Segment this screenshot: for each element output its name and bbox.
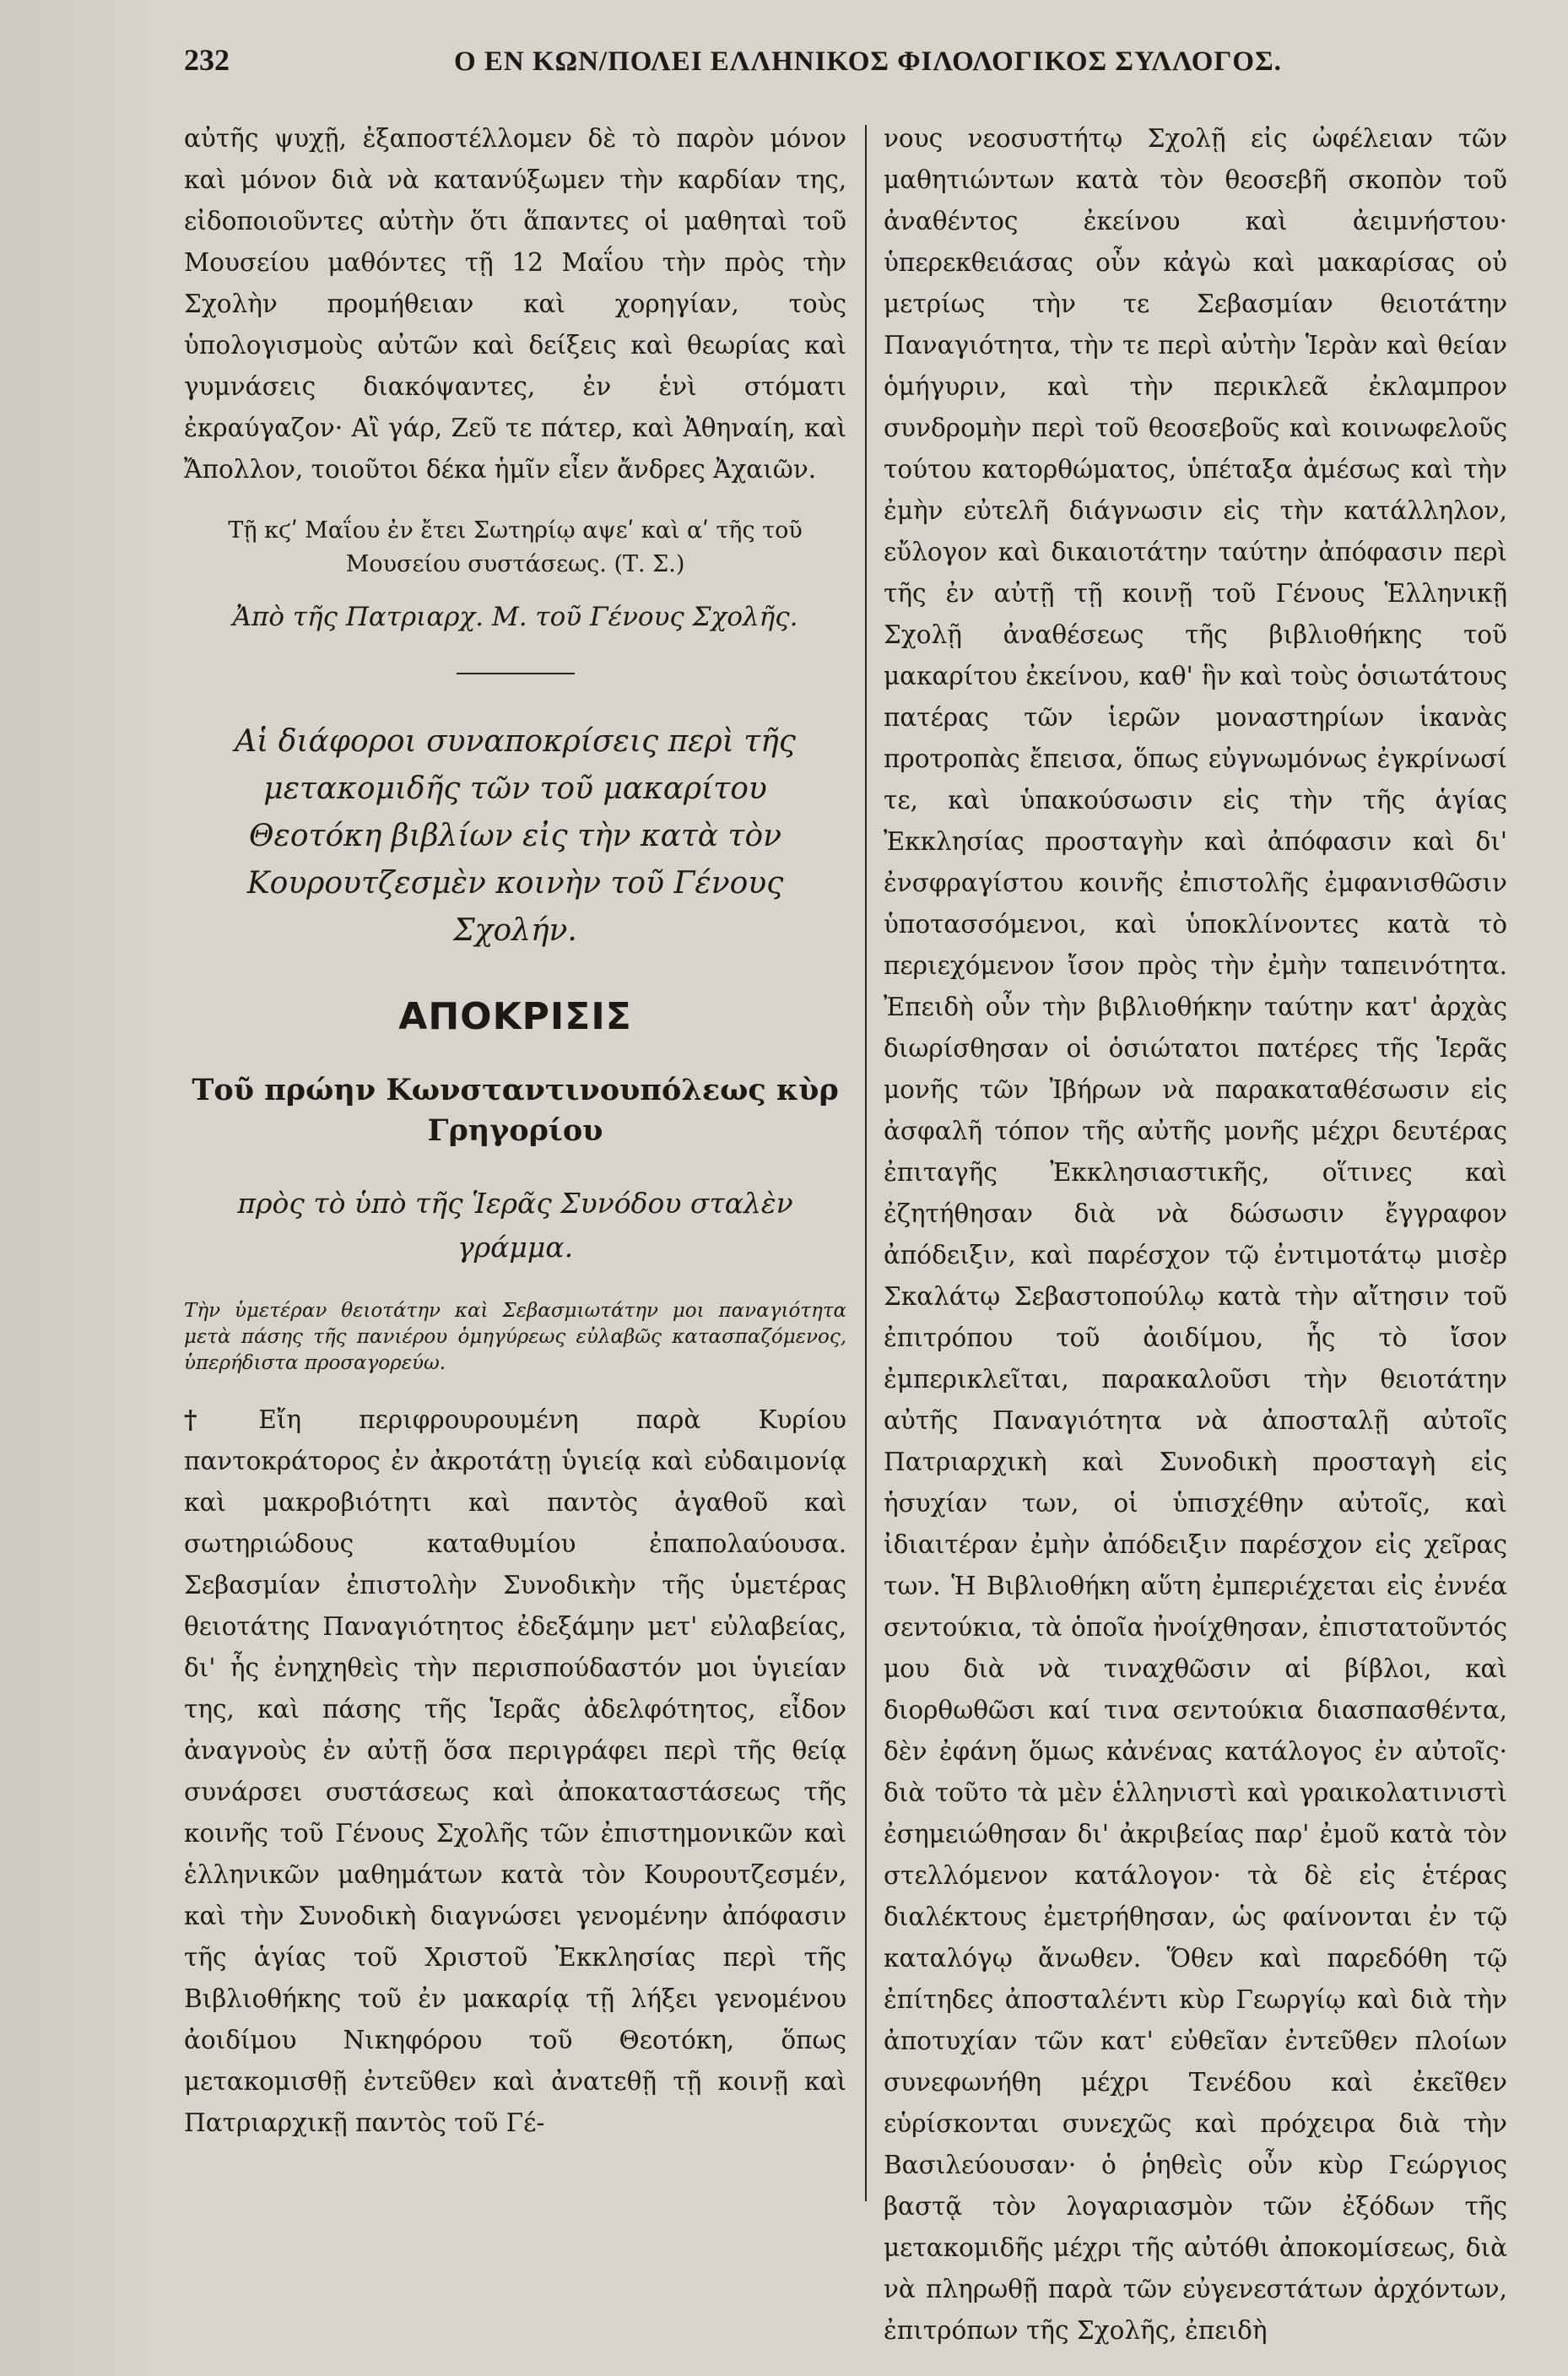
big-heading: ΑΠΟΚΡΙΣΙΣ xyxy=(398,995,632,1038)
letter-text: Εἴη περιφρουρουμένη παρὰ Κυρίου παντοκράτορος ἐν ἀκροτάτῃ ὑγιείᾳ καὶ εὐδαιμονίᾳ καὶ μακροβιότητι καὶ παντὸς ἀγαθοῦ καὶ σωτηριώδους καταθυμίου ἐπαπολαύουσα. Σεβασμίαν ἐπιστολὴν Συνοδικὴν τῆς ὑμετέρας θειοτάτης Παναγιότητος ἐδεξάμην μετ' εὐλαβείας, δι' ἧς ἐνηχηθεὶς τὴν περισπούδαστόν μοι ὑγιείαν της, καὶ πάσης τῆς Ἱερᾶς ἀδελφότητος, εἶδον ἀναγνοὺς ἐν αὐτῇ ὅσα περιγράφει περὶ τῆς θείᾳ συνάρσει συστάσεως καὶ ἀποκαταστάσεως τῆς κοινῆς τοῦ Γένους Σχολῆς τῶν ἐπιστημονικῶν καὶ ἑλληνικῶν μαθημάτων κατὰ τὸν Κουρουτζεσμέν, καὶ τὴν Συνοδικὴ διαγνώσει γενομένην ἀπόφασιν τῆς ἁγίας τοῦ Χριστοῦ Ἐκκλησίας περὶ τῆς Βιβλιοθήκης τοῦ ἐν μακαρίᾳ τῇ λήξει γενομένου ἀοιδίμου Νικηφόρου τοῦ Θεοτόκη, ὅπως μετακομισθῇ ἐντεῦθεν καὶ ἀνατεθῇ τῇ κοινῇ καὶ Πατριαρχικῇ παντὸς τοῦ Γέ- xyxy=(184,1405,847,2137)
bold-heading: Τοῦ πρώην Κωνσταντινουπόλεως κὺρ Γρηγορίου xyxy=(192,1073,839,1148)
section-title: Αἱ διάφοροι συναποκρίσεις περὶ τῆς μετακομιδῆς τῶν τοῦ μακαρίτου Θεοτόκη βιβλίων εἰς τὴν κατὰ τὸν Κουρουτζεσμὲν κοινὴν τοῦ Γένους Σχολήν. xyxy=(235,724,796,948)
running-head: Ο ΕΝ ΚΩΝ/ΠΟΛΕΙ ΕΛΛΗΝΙΚΟΣ ΦΙΛΟΛΟΓΙΚΟΣ ΣΥΛΛΟΓΟΣ. xyxy=(454,46,1282,77)
salutation: Τὴν ὑμετέραν θειοτάτην καὶ Σεβασμιωτάτην μοι παναγιότητα μετὰ πάσης τῆς πανιέρου ὁμηγύρεως εὐλαβῶς κατασπαζόμενος, ὑπερήδιστα προσαγορεύω. xyxy=(184,1300,847,1374)
letter-subhead: πρὸς τὸ ὑπὸ τῆς Ἱερᾶς Συνόδου σταλὲν γράμμα. xyxy=(237,1187,793,1264)
cross-icon: † xyxy=(184,1404,247,1434)
letter-paragraph xyxy=(184,1399,846,2144)
section-divider xyxy=(457,673,575,674)
right-column-text: νους νεοσυστήτῳ Σχολῇ εἰς ὠφέλειαν τῶν μαθητιώντων κατὰ τὸν θεοσεβῆ σκοπὸν τοῦ ἀναθέντος ἐκείνου καὶ ἀειμνήστου· ὑπερεκθειάσας οὖν κἀγὼ καὶ μακαρίσας οὐ μετρίως τὴν τε Σεβασμίαν θειοτάτην Παναγιότητα, τὴν τε περὶ αὐτὴν Ἱερὰν καὶ θείαν ὁμήγυριν, καὶ τὴν περικλεᾶ ἐκλαμπρον συνδρομὴν περὶ τοῦ θεοσεβοῦς καὶ κοινωφελοῦς τούτου κατορθώματος, ὑπέταξα ἀμέσως καὶ τὴν ἐμὴν εὐτελῆ διάγνωσιν εἰς τὴν κατάλληλον, εὔλογον καὶ δικαιοτάτην ταύτην ἀπόφασιν περὶ τῆς ἐν αὐτῇ τῇ κοινῇ τοῦ Γένους Ἑλληνικῇ Σχολῇ ἀναθέσεως τῆς βιβλιοθήκης τοῦ μακαρίτου ἐκείνου, καθ' ἣν καὶ τοὺς ὁσιωτάτους πατέρας τῶν ἱερῶν μοναστηρίων ἱκανὰς προτροπὰς ἔπεισα, ὅπως εὐγνωμόνως ἐγκρίνωσί τε, καὶ ὑπακούσωσιν εἰς τὴν τῆς ἁγίας Ἐκκλησίας προσταγὴν καὶ ἀπόφασιν καὶ δι' ἐνσφραγίστου κοινῆς ἐπιστολῆς ἐμφανισθῶσιν ὑποτασσόμενοι, καὶ ὑποκλίνοντες κατὰ τὸ περιεχόμενον ἴσον πρὸς τὴν ἐμὴν ταπεινότητα. Ἐπειδὴ οὖν τὴν βιβλιοθήκην ταύτην κατ' ἀρχὰς διωρίσθησαν οἱ ὁσιώτατοι πατέρες τῆς Ἱερᾶς μονῆς τῶν Ἰβήρων νὰ παρακαταθέσωσιν εἰς ἀσφαλῆ τόπον τῆς αὐτῆς μονῆς μέχρι δευτέρας ἐπιταγῆς Ἐκκλησιαστικῆς, οἵτινες καὶ ἐζητήθησαν διὰ νὰ δώσωσιν ἔγγραφον ἀπόδειξιν, καὶ παρέσχον τῷ ἐντιμοτάτῳ μισὲρ Σκαλάτῳ Σεβαστοπούλῳ κατὰ τὴν αἴτησιν τοῦ ἐπιτρόπου τοῦ ἀοιδίμου, ἧς τὸ ἴσον ἐμπερικλεῖται, παρακαλοῦσι τὴν θειοτάτην αὐτῆς Παναγιότητα νὰ ἀποσταλῇ αὐτοῖς Πατριαρχικὴ καὶ Συνοδικὴ προσταγὴ εἰς ἡσυχίαν των, οἱ ὑπισχέθην αὐτοῖς, καὶ ἰδιαιτέραν ἐμὴν ἀπόδειξιν παρέσχον εἰς χεῖρας των. Ἡ Βιβλιοθήκη αὕτη ἐμπεριέχεται εἰς ἐννέα σεντούκια, τὰ ὁποῖα ἠνοίχθησαν, ἐπιστατοῦντός μου διὰ νὰ τιναχθῶσιν αἱ βίβλοι, καὶ διορθωθῶσι καί τινα σεντούκια διασπασθέντα, δὲν ἐφάνη ὅμως κἀνένας κατάλογος ἐν αὐτοῖς· διὰ τοῦτο τὰ μὲν ἑλληνιστὶ καὶ γραικολατινιστὶ ἐσημειώθησαν δι' ἀκριβείας παρ' ἐμοῦ κατὰ τὸν στελλόμενον κατάλογον· τὰ δὲ εἰς ἑτέρας διαλέκτους ἐμετρήθησαν, ὡς φαίνονται ἐν τῷ καταλόγῳ ἄνωθεν. Ὅθεν καὶ παρεδόθη τῷ ἐπίτηδες ἀποσταλέντι κὺρ Γεωργίῳ καὶ διὰ τὴν ἀποτυχίαν τῶν κατ' εὐθεῖαν ἐντεῦθεν πλοίων συνεφωνήθη μέχρι Τενέδου καὶ ἐκεῖθεν εὑρίσκονται συνεχῶς καὶ πρόχειρα διὰ τὴν Βασιλεύουσαν· ὁ ῥηθεὶς οὖν κὺρ Γεώργιος βαστᾷ τὸν λογαριασμὸν τῶν ἐξόδων τῆς μετακομιδῆς μέχρι τῆς αὐτόθι ἀποκομίσεως, διὰ νὰ πληρωθῇ παρὰ τῶν εὐγενεστάτων ἀρχόντων, ἐπιτρόπων τῆς Σχολῆς, ἐπειδὴ xyxy=(884,124,1507,2345)
dateline: Τῇ κϛʹ Μαΐου ἐν ἔτει Σωτηρίῳ αψεʹ καὶ αʹ τῆς τοῦ Μουσείου συστάσεως. (Τ. Σ.) xyxy=(228,517,803,577)
source-line: Ἀπὸ τῆς Πατριαρχ. Μ. τοῦ Γένους Σχολῆς. xyxy=(232,602,798,632)
page-header xyxy=(184,42,1507,93)
scan-shadow xyxy=(0,0,160,2376)
page-number: 232 xyxy=(184,43,230,77)
left-column xyxy=(184,118,865,2352)
right-column xyxy=(867,118,1507,2352)
two-column-body xyxy=(184,118,1507,2352)
opening-paragraph: αὐτῆς ψυχῇ, ἐξαποστέλλομεν δὲ τὸ παρὸν μόνον καὶ μόνον διὰ νὰ κατανύξωμεν τὴν καρδίαν της, εἰδοποιοῦντες αὐτὴν ὅτι ἅπαντες οἱ μαθηταὶ τοῦ Μουσείου μαθόντες τῇ 12 Μαΐου τὴν πρὸς τὴν Σχολὴν προμήθειαν καὶ χορηγίαν, τοὺς ὑπολογισμοὺς αὐτῶν καὶ δείξεις καὶ θεωρίας καὶ γυμνάσεις διακόψαντες, ἐν ἑνὶ στόματι ἐκραύγαζον· Αἲ γάρ, Ζεῦ τε πάτερ, καὶ Ἀθηναίη, καὶ Ἄπολλον, τοιοῦτοι δέκα ἡμῖν εἶεν ἄνδρες Ἀχαιῶν. xyxy=(184,124,847,484)
